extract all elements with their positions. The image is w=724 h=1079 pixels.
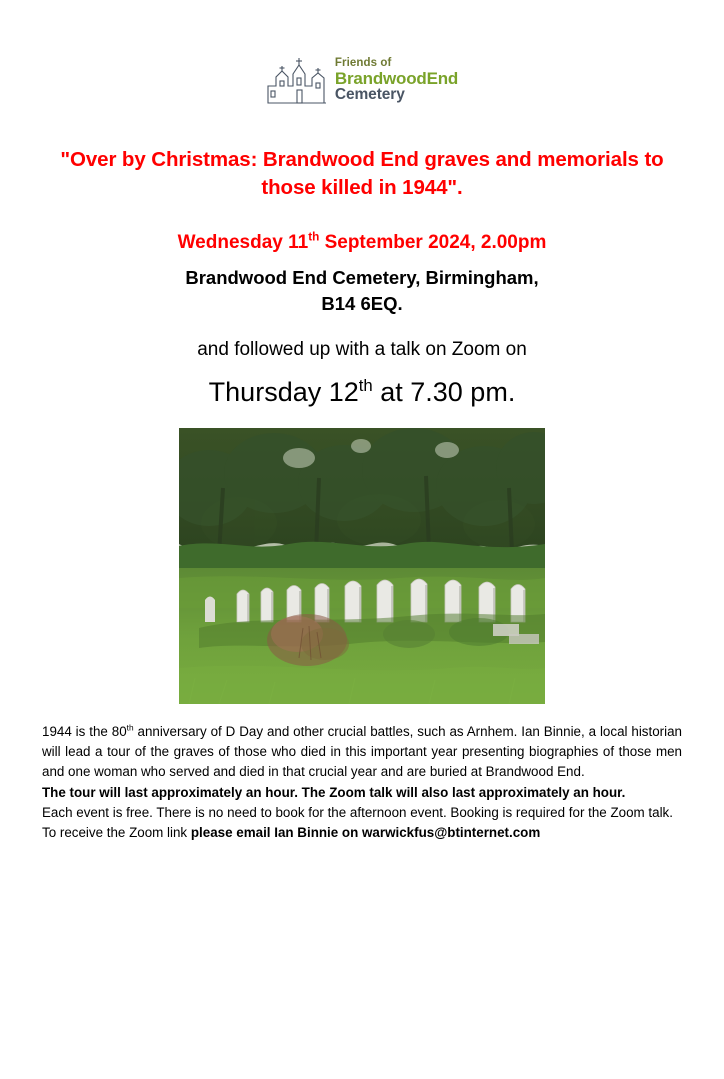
paragraph-intro-ordinal: th bbox=[126, 722, 134, 733]
paragraph-intro-b: anniversary of D Day and other crucial battles, such as Arnhem. Ian Binnie, a local historian will lead a tour of the graves of those who died in this important year presenting biographies of those men and one woman who served and died in that crucial year and are buried at Brandwood End. bbox=[42, 723, 682, 780]
zoom-date-suffix: at 7.30 pm. bbox=[372, 376, 516, 407]
cemetery-photograph bbox=[179, 428, 545, 704]
event-date-prefix: Wednesday 11 bbox=[177, 231, 309, 253]
church-outline-icon bbox=[266, 56, 328, 104]
event-date-ordinal: th bbox=[308, 230, 320, 244]
paragraph-duration: The tour will last approximately an hour. The Zoom talk will also last approximately an hour. bbox=[42, 784, 626, 800]
event-venue-line1: Brandwood End Cemetery, Birmingham, bbox=[185, 266, 539, 288]
event-datetime bbox=[42, 230, 682, 253]
paragraph-booking-email: please email Ian Binnie on warwickfus@btinternet.com bbox=[190, 825, 541, 841]
logo bbox=[266, 56, 458, 104]
zoom-date-ordinal: th bbox=[358, 375, 373, 395]
logo-line-brandwoodend: BrandwoodEnd bbox=[334, 68, 459, 88]
paragraph-booking bbox=[42, 803, 682, 844]
body-copy bbox=[42, 722, 682, 844]
photo-wrap bbox=[42, 428, 682, 704]
event-venue bbox=[42, 265, 682, 318]
logo-line-friends-of: Friends of bbox=[334, 57, 392, 69]
logo-line-cemetery: Cemetery bbox=[334, 86, 405, 104]
poster-page bbox=[0, 56, 724, 1079]
logo-block bbox=[42, 56, 682, 104]
zoom-date-prefix: Thursday 12 bbox=[208, 376, 359, 407]
paragraph-booking-a: Each event is free. There is no need to book for the afternoon event. Booking is required for the Zoom talk. To receive the Zoom link bbox=[42, 805, 673, 841]
zoom-datetime bbox=[42, 375, 682, 408]
logo-text bbox=[335, 56, 458, 103]
event-date-suffix: September 2024, 2.00pm bbox=[319, 231, 547, 253]
followup-line: and followed up with a talk on Zoom on bbox=[197, 339, 527, 361]
poster-title: "Over by Christmas: Brandwood End graves and memorials to those killed in 1944". bbox=[60, 148, 664, 200]
paragraph-intro-a: 1944 is the 80 bbox=[42, 723, 127, 739]
event-venue-line2: B14 6EQ. bbox=[321, 292, 403, 314]
paragraph-intro bbox=[42, 722, 682, 783]
